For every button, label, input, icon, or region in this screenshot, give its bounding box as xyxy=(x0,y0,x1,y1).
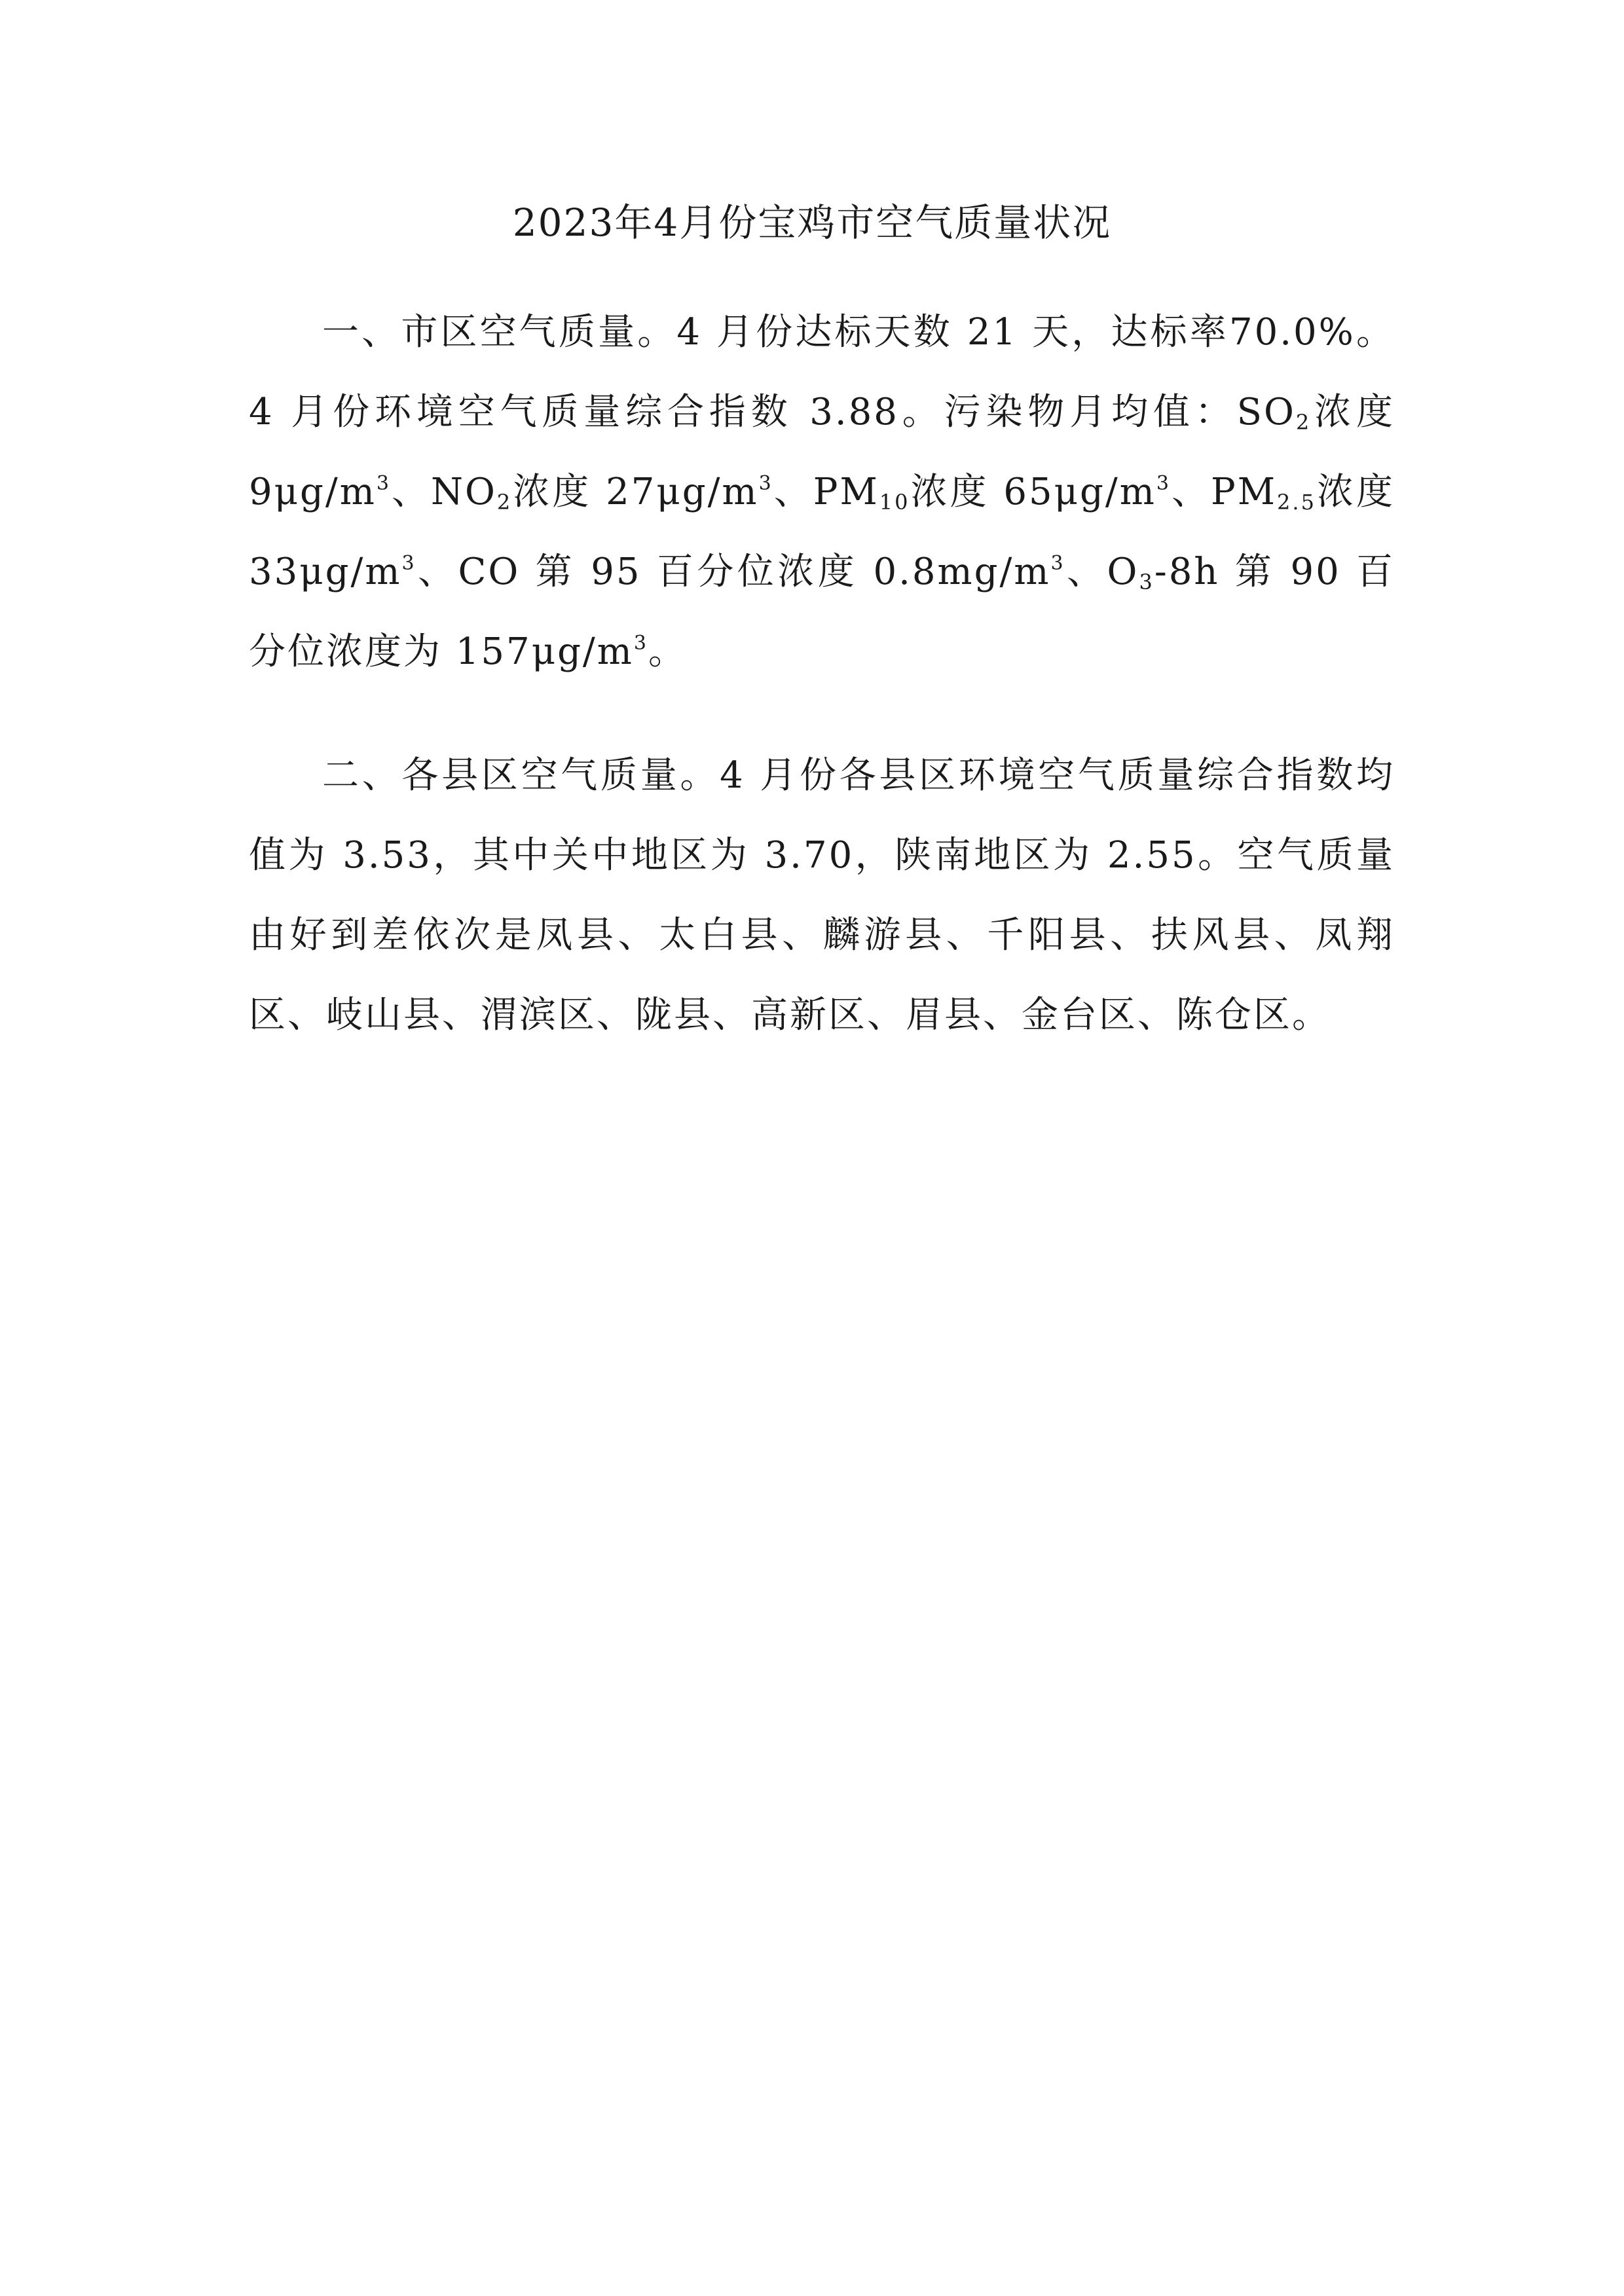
text-segment: -8h 第 90 百分位浓度为 157μg/m xyxy=(249,551,1395,673)
document-title: 2023年4月份宝鸡市空气质量状况 xyxy=(512,200,1112,245)
text-segment: 、PM xyxy=(1170,471,1278,513)
text-segment: 、CO 第 95 百分位浓度 0.8mg/m xyxy=(416,551,1051,593)
superscript: 3 xyxy=(758,472,773,495)
subscript: 3 xyxy=(1139,570,1154,594)
superscript: 3 xyxy=(1050,552,1065,575)
superscript: 3 xyxy=(376,472,391,495)
text-segment: 一、市区空气质量。4 月份达标天数 21 天，达标率70.0%。4 月份环境空气质量综合指数 3.88。污染物月均值：SO xyxy=(249,311,1395,433)
text-segment: 浓度 9μg/m xyxy=(249,391,1395,513)
text-segment: 浓度 65μg/m xyxy=(910,471,1156,513)
text-segment: 、O xyxy=(1065,551,1139,593)
superscript: 3 xyxy=(1156,472,1171,495)
paragraph-urban-air-quality xyxy=(249,293,1395,692)
superscript: 3 xyxy=(633,632,648,655)
text-segment: 、NO xyxy=(390,471,497,513)
subscript: 2.5 xyxy=(1277,490,1316,515)
text-segment: 、PM xyxy=(773,471,879,513)
subscript: 10 xyxy=(879,490,910,515)
subscript: 2 xyxy=(496,490,513,515)
paragraph-county-air-quality: 二、各县区空气质量。4 月份各县区环境空气质量综合指数均值为 3.53，其中关中地区为 3.70，陕南地区为 2.55。空气质量由好到差依次是凤县、太白县、麟游县、千阳县、扶风县、凤翔区、岐山县、渭滨区、陇县、高新区、眉县、金台区、陈仓区。 xyxy=(249,754,1395,1036)
text-segment: 浓度 33μg/m xyxy=(249,471,1395,593)
subscript: 2 xyxy=(1295,410,1312,435)
superscript: 3 xyxy=(401,552,416,575)
text-segment: 浓度 27μg/m xyxy=(512,471,759,513)
text-segment: 。 xyxy=(648,630,687,673)
